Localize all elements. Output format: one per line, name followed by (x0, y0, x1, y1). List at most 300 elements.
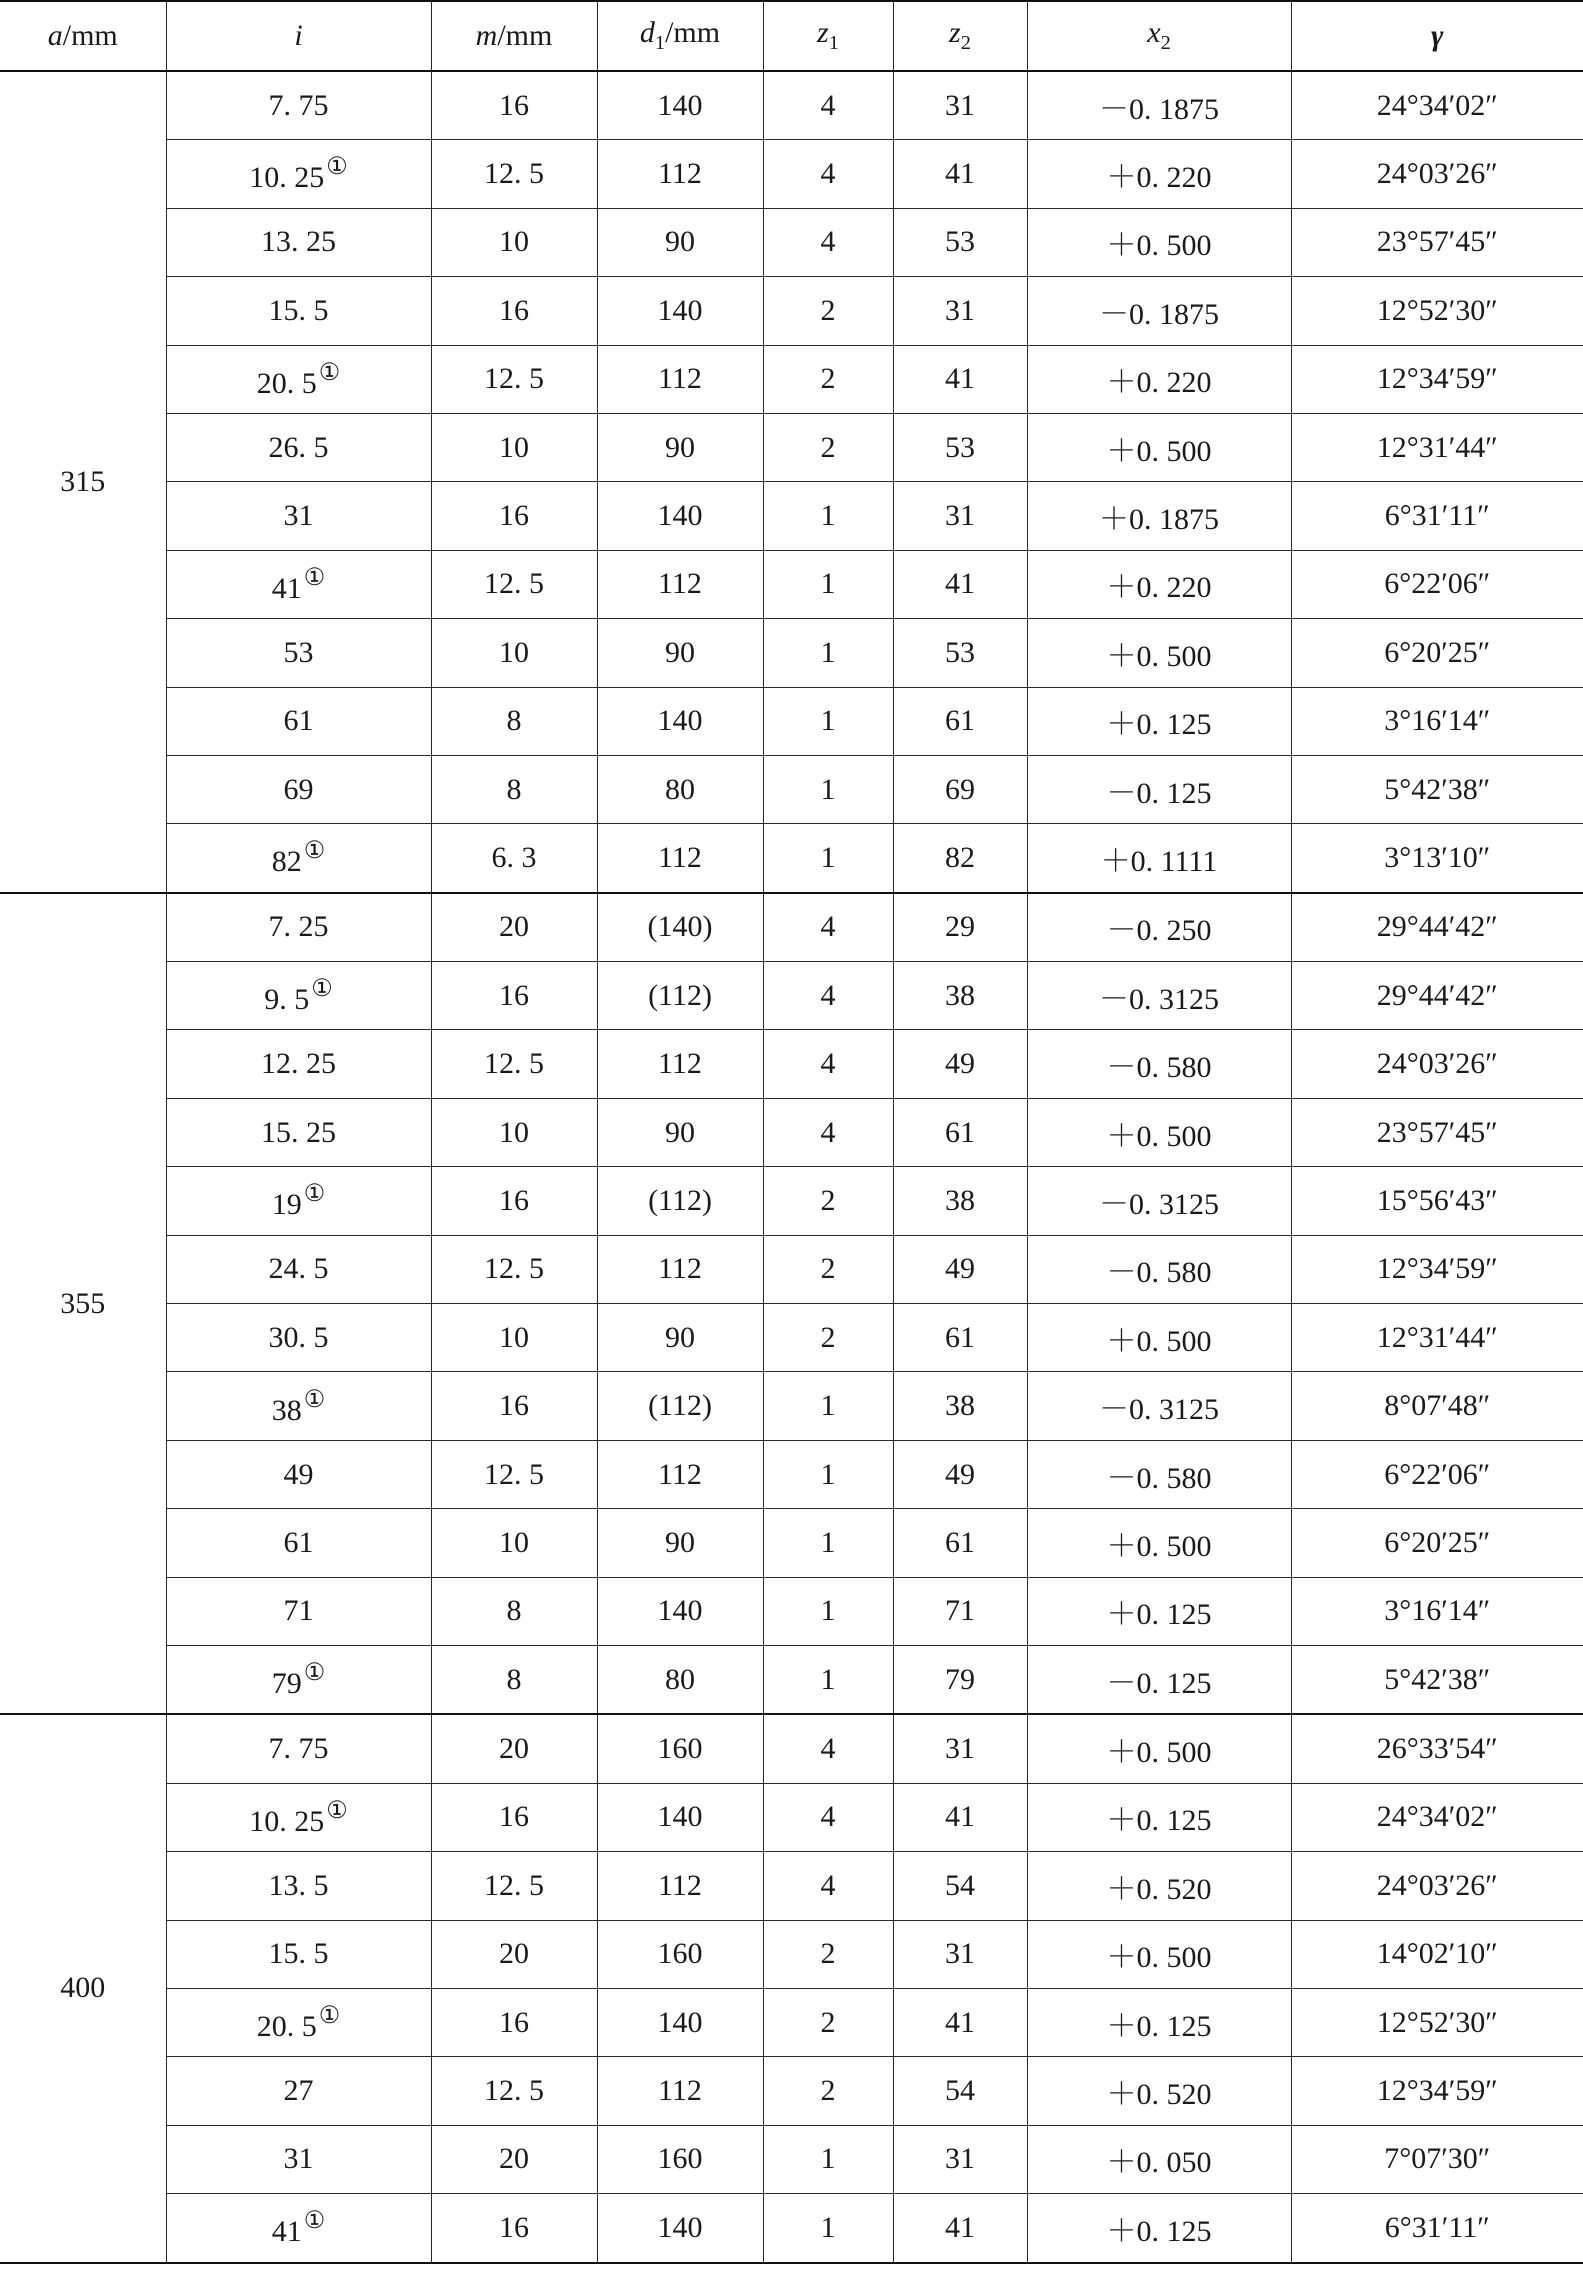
wheel-teeth-cell (893, 1577, 1027, 1645)
ratio-cell (166, 1852, 431, 1920)
table-row (0, 1167, 1583, 1235)
worm-starts-cell (763, 2125, 893, 2193)
lead-angle-value: 15°56′43″ (1376, 1183, 1498, 1217)
wheel-teeth-cell (893, 1098, 1027, 1166)
lead-angle-cell (1291, 2057, 1583, 2125)
ratio-cell (166, 1372, 431, 1440)
module-value: 12. 5 (484, 567, 544, 601)
pitch-diameter-value: 112 (658, 1252, 702, 1286)
pitch-diameter-value: (140) (647, 910, 713, 944)
lead-angle-cell (1291, 2194, 1583, 2263)
modification-coefficient-cell (1027, 1509, 1291, 1577)
modification-coefficient-value: ＋0. 050 (1106, 2146, 1212, 2180)
footnote-mark: ① (303, 1386, 326, 1413)
header-worm-starts: $z_1$ (763, 1, 893, 71)
wheel-teeth-cell (893, 208, 1027, 276)
ratio-value: 38 (271, 1393, 302, 1427)
modification-coefficient-value: ＋0. 500 (1106, 1941, 1212, 1975)
wheel-teeth-cell (893, 2057, 1027, 2125)
lead-angle-value: 6°31′11″ (1384, 2210, 1490, 2244)
wheel-teeth-value: 31 (945, 499, 975, 533)
module-cell (431, 1167, 597, 1235)
ratio-cell (166, 755, 431, 823)
lead-angle-value: 12°31′44″ (1376, 1320, 1498, 1354)
table-row (0, 1988, 1583, 2056)
lead-angle-value: 6°31′11″ (1384, 499, 1490, 533)
lead-angle-value: 6°20′25″ (1384, 1525, 1491, 1559)
module-value: 10 (499, 1320, 529, 1354)
module-cell (431, 2057, 597, 2125)
pitch-diameter-cell (597, 1988, 763, 2056)
wheel-teeth-cell (893, 1645, 1027, 1714)
worm-starts-cell (763, 893, 893, 962)
pitch-diameter-cell (597, 2194, 763, 2263)
lead-angle-value: 24°03′26″ (1376, 1868, 1498, 1902)
pitch-diameter-cell (597, 1167, 763, 1235)
pitch-diameter-value: 140 (657, 293, 703, 327)
pitch-diameter-value: 112 (658, 362, 702, 396)
module-value: 10 (499, 225, 529, 259)
modification-coefficient-cell (1027, 482, 1291, 550)
module-value: 20 (499, 2142, 529, 2176)
footnote-mark: ① (326, 1797, 348, 1824)
lead-angle-cell (1291, 1509, 1583, 1577)
module-cell (431, 71, 597, 140)
modification-coefficient-cell (1027, 1988, 1291, 2056)
wheel-teeth-value: 49 (945, 1047, 975, 1081)
modification-coefficient-cell (1027, 1645, 1291, 1714)
module-value: 8 (506, 1662, 522, 1696)
wheel-teeth-value: 61 (945, 1115, 975, 1149)
wheel-teeth-cell (893, 1509, 1027, 1577)
wheel-teeth-value: 41 (945, 362, 975, 396)
lead-angle-cell (1291, 71, 1583, 140)
pitch-diameter-value: 160 (657, 1732, 703, 1766)
table-row (0, 140, 1583, 208)
module-cell (431, 482, 597, 550)
lead-angle-value: 6°22′06″ (1384, 567, 1491, 601)
module-value: 12. 5 (484, 1252, 544, 1286)
module-value: 16 (499, 1389, 529, 1423)
modification-coefficient-cell (1027, 1783, 1291, 1851)
lead-angle-cell (1291, 140, 1583, 208)
wheel-teeth-value: 49 (945, 1252, 975, 1286)
wheel-teeth-cell (893, 893, 1027, 962)
modification-coefficient-cell (1027, 413, 1291, 481)
module-cell (431, 208, 597, 276)
modification-coefficient-value: ＋0. 125 (1106, 2214, 1212, 2248)
pitch-diameter-value: 80 (665, 772, 695, 806)
pitch-diameter-cell (597, 345, 763, 413)
worm-starts-cell (763, 1714, 893, 1783)
worm-starts-value: 2 (820, 1320, 836, 1354)
ratio-cell (166, 1167, 431, 1235)
wheel-teeth-cell (893, 824, 1027, 893)
ratio-value: 31 (283, 499, 314, 533)
module-value: 20 (499, 1937, 529, 1971)
modification-coefficient-cell (1027, 824, 1291, 893)
pitch-diameter-cell (597, 550, 763, 618)
header-modification-coefficient: $x_2$ (1027, 1, 1291, 71)
modification-coefficient-value: ＋0. 220 (1106, 161, 1212, 195)
modification-coefficient-cell (1027, 1372, 1291, 1440)
footnote-mark: ① (303, 1660, 326, 1687)
modification-coefficient-cell (1027, 1098, 1291, 1166)
lead-angle-cell (1291, 1988, 1583, 2056)
wheel-teeth-value: 41 (945, 567, 975, 601)
module-cell (431, 1304, 597, 1372)
wheel-teeth-value: 38 (945, 1389, 975, 1423)
module-value: 12. 5 (484, 362, 544, 396)
ratio-cell (166, 277, 431, 345)
lead-angle-value: 12°34′59″ (1376, 362, 1498, 396)
wheel-teeth-value: 31 (945, 1937, 975, 1971)
modification-coefficient-cell (1027, 345, 1291, 413)
ratio-value: 30. 5 (268, 1320, 329, 1354)
footnote-mark: ① (303, 1181, 326, 1208)
table-row (0, 1852, 1583, 1920)
worm-starts-cell (763, 413, 893, 481)
ratio-cell (166, 1098, 431, 1166)
worm-starts-cell (763, 619, 893, 687)
lead-angle-cell (1291, 962, 1583, 1030)
module-cell (431, 413, 597, 481)
worm-starts-cell (763, 687, 893, 755)
ratio-value: 13. 25 (261, 225, 336, 259)
ratio-value: 61 (283, 1525, 314, 1559)
ratio-value: 9. 5 (264, 983, 310, 1017)
modification-coefficient-value: ＋0. 520 (1106, 2078, 1212, 2112)
worm-starts-value: 1 (820, 1525, 836, 1559)
worm-starts-cell (763, 208, 893, 276)
worm-starts-value: 1 (820, 772, 836, 806)
lead-angle-cell (1291, 619, 1583, 687)
module-value: 10 (499, 1115, 529, 1149)
pitch-diameter-cell (597, 619, 763, 687)
table-row (0, 687, 1583, 755)
worm-starts-value: 4 (820, 1868, 836, 1902)
header-pitch-diameter: $d_1/mm$ (597, 1, 763, 71)
lead-angle-cell (1291, 824, 1583, 893)
table-row (0, 1440, 1583, 1508)
worm-starts-cell (763, 1440, 893, 1508)
worm-starts-value: 4 (820, 157, 836, 191)
ratio-value: 61 (283, 704, 314, 738)
worm-starts-cell (763, 140, 893, 208)
modification-coefficient-cell (1027, 1167, 1291, 1235)
lead-angle-value: 29°44′42″ (1376, 978, 1498, 1012)
worm-starts-value: 2 (820, 1183, 836, 1217)
lead-angle-value: 23°57′45″ (1376, 225, 1498, 259)
module-cell (431, 345, 597, 413)
center-distance-cell: 315 (0, 71, 166, 893)
lead-angle-cell (1291, 1440, 1583, 1508)
pitch-diameter-cell (597, 962, 763, 1030)
table-row (0, 1645, 1583, 1714)
pitch-diameter-cell (597, 1783, 763, 1851)
worm-starts-value: 2 (820, 1937, 836, 1971)
ratio-cell (166, 824, 431, 893)
table-row (0, 962, 1583, 1030)
pitch-diameter-cell (597, 687, 763, 755)
table-body (0, 71, 1583, 2263)
pitch-diameter-cell (597, 71, 763, 140)
module-cell (431, 140, 597, 208)
module-cell (431, 619, 597, 687)
lead-angle-value: 7°07′30″ (1384, 2142, 1491, 2176)
worm-starts-cell (763, 1509, 893, 1577)
pitch-diameter-cell (597, 277, 763, 345)
module-value: 16 (499, 1183, 529, 1217)
lead-angle-value: 24°34′02″ (1376, 88, 1498, 122)
ratio-value: 19 (271, 1188, 302, 1222)
lead-angle-cell (1291, 1645, 1583, 1714)
pitch-diameter-value: 90 (665, 430, 695, 464)
modification-coefficient-value: －0. 3125 (1099, 1187, 1219, 1221)
worm-starts-cell (763, 1645, 893, 1714)
table-row (0, 482, 1583, 550)
module-value: 10 (499, 1525, 529, 1559)
lead-angle-value: 12°34′59″ (1376, 2074, 1498, 2108)
lead-angle-cell (1291, 755, 1583, 823)
pitch-diameter-value: 80 (665, 1662, 695, 1696)
modification-coefficient-value: －0. 1875 (1099, 92, 1219, 126)
modification-coefficient-value: ＋0. 500 (1106, 229, 1212, 263)
lead-angle-value: 24°03′26″ (1376, 1047, 1498, 1081)
worm-starts-value: 1 (820, 1389, 836, 1423)
footnote-mark: ① (311, 976, 333, 1003)
pitch-diameter-cell (597, 2057, 763, 2125)
worm-starts-value: 4 (820, 225, 836, 259)
pitch-diameter-value: 90 (665, 1115, 695, 1149)
module-value: 6. 3 (491, 840, 537, 874)
ratio-cell (166, 482, 431, 550)
worm-starts-value: 2 (820, 2005, 836, 2039)
wheel-teeth-value: 38 (945, 978, 975, 1012)
wheel-teeth-cell (893, 345, 1027, 413)
pitch-diameter-cell (597, 1577, 763, 1645)
worm-starts-cell (763, 2057, 893, 2125)
table-row (0, 755, 1583, 823)
wheel-teeth-value: 41 (945, 157, 975, 191)
modification-coefficient-cell (1027, 1440, 1291, 1508)
module-value: 8 (506, 1594, 522, 1628)
worm-starts-value: 1 (820, 2210, 836, 2244)
pitch-diameter-value: 112 (658, 1047, 702, 1081)
ratio-value: 20. 5 (256, 2010, 317, 2044)
wheel-teeth-cell (893, 71, 1027, 140)
ratio-value: 49 (283, 1457, 314, 1491)
lead-angle-cell (1291, 1098, 1583, 1166)
ratio-cell (166, 1304, 431, 1372)
table-row (0, 1577, 1583, 1645)
modification-coefficient-cell (1027, 2125, 1291, 2193)
modification-coefficient-value: －0. 580 (1106, 1461, 1212, 1495)
worm-starts-cell (763, 1783, 893, 1851)
modification-coefficient-cell (1027, 208, 1291, 276)
worm-starts-value: 4 (820, 1732, 836, 1766)
ratio-cell (166, 619, 431, 687)
wheel-teeth-value: 61 (945, 1320, 975, 1354)
wheel-teeth-value: 61 (945, 704, 975, 738)
module-value: 12. 5 (484, 157, 544, 191)
table-row (0, 345, 1583, 413)
footnote-mark: ① (318, 2003, 341, 2030)
ratio-value: 24. 5 (268, 1252, 329, 1286)
ratio-cell (166, 2057, 431, 2125)
ratio-cell (166, 1645, 431, 1714)
modification-coefficient-cell (1027, 277, 1291, 345)
module-value: 12. 5 (484, 1047, 544, 1081)
worm-starts-cell (763, 1920, 893, 1988)
ratio-value: 12. 25 (261, 1047, 336, 1081)
wheel-teeth-cell (893, 1920, 1027, 1988)
worm-starts-cell (763, 1235, 893, 1303)
header-ratio: i (166, 1, 431, 71)
modification-coefficient-value: ＋0. 125 (1106, 1598, 1212, 1632)
pitch-diameter-cell (597, 1030, 763, 1098)
worm-starts-cell (763, 824, 893, 893)
modification-coefficient-cell (1027, 1920, 1291, 1988)
worm-starts-value: 1 (820, 635, 836, 669)
worm-starts-cell (763, 345, 893, 413)
ratio-value: 82 (271, 845, 302, 879)
module-cell (431, 1920, 597, 1988)
worm-starts-cell (763, 1098, 893, 1166)
module-cell (431, 962, 597, 1030)
modification-coefficient-value: －0. 125 (1106, 776, 1212, 810)
worm-starts-cell (763, 1988, 893, 2056)
lead-angle-value: 23°57′45″ (1376, 1115, 1498, 1149)
lead-angle-cell (1291, 1783, 1583, 1851)
worm-starts-value: 1 (820, 1662, 836, 1696)
wheel-teeth-value: 31 (945, 293, 975, 327)
lead-angle-cell (1291, 482, 1583, 550)
table-row (0, 619, 1583, 687)
worm-starts-value: 1 (820, 1594, 836, 1628)
ratio-cell (166, 2194, 431, 2263)
wheel-teeth-value: 41 (945, 2210, 975, 2244)
worm-starts-value: 2 (820, 1252, 836, 1286)
modification-coefficient-cell (1027, 1304, 1291, 1372)
pitch-diameter-value: 112 (658, 157, 702, 191)
footnote-mark: ① (326, 154, 348, 181)
module-value: 16 (499, 2210, 529, 2244)
modification-coefficient-value: －0. 580 (1106, 1256, 1212, 1290)
lead-angle-cell (1291, 2125, 1583, 2193)
module-cell (431, 1440, 597, 1508)
pitch-diameter-value: 112 (658, 2074, 702, 2108)
worm-starts-cell (763, 1167, 893, 1235)
wheel-teeth-value: 54 (945, 1868, 975, 1902)
pitch-diameter-cell (597, 755, 763, 823)
module-value: 10 (499, 430, 529, 464)
table-row (0, 277, 1583, 345)
worm-starts-cell (763, 2194, 893, 2263)
module-cell (431, 1577, 597, 1645)
lead-angle-value: 3°16′14″ (1384, 704, 1491, 738)
wheel-teeth-value: 41 (945, 2005, 975, 2039)
modification-coefficient-cell (1027, 619, 1291, 687)
modification-coefficient-cell (1027, 1714, 1291, 1783)
wheel-teeth-value: 82 (945, 840, 975, 874)
center-distance-cell: 355 (0, 893, 166, 1715)
lead-angle-cell (1291, 1920, 1583, 1988)
pitch-diameter-cell (597, 208, 763, 276)
wheel-teeth-cell (893, 1714, 1027, 1783)
wheel-teeth-cell (893, 1167, 1027, 1235)
wheel-teeth-value: 41 (945, 1800, 975, 1834)
wheel-teeth-cell (893, 2125, 1027, 2193)
wheel-teeth-value: 71 (945, 1594, 975, 1628)
pitch-diameter-cell (597, 413, 763, 481)
lead-angle-value: 6°22′06″ (1384, 1457, 1491, 1491)
lead-angle-cell (1291, 1852, 1583, 1920)
pitch-diameter-value: 112 (658, 567, 702, 601)
lead-angle-value: 3°16′14″ (1384, 1594, 1491, 1628)
table-row (0, 1920, 1583, 1988)
header-wheel-teeth: $z_2$ (893, 1, 1027, 71)
table-row (0, 824, 1583, 893)
lead-angle-value: 12°34′59″ (1376, 1252, 1498, 1286)
ratio-value: 69 (283, 772, 314, 806)
module-value: 16 (499, 1800, 529, 1834)
worm-starts-value: 4 (820, 910, 836, 944)
pitch-diameter-cell (597, 893, 763, 962)
wheel-teeth-cell (893, 687, 1027, 755)
module-value: 16 (499, 88, 529, 122)
module-cell (431, 2125, 597, 2193)
worm-starts-cell (763, 1030, 893, 1098)
modification-coefficient-cell (1027, 1852, 1291, 1920)
module-value: 12. 5 (484, 2074, 544, 2108)
ratio-cell (166, 140, 431, 208)
modification-coefficient-value: ＋0. 500 (1106, 1324, 1212, 1358)
wheel-teeth-cell (893, 1372, 1027, 1440)
worm-starts-value: 4 (820, 1047, 836, 1081)
lead-angle-cell (1291, 1577, 1583, 1645)
worm-starts-value: 1 (820, 840, 836, 874)
ratio-value: 15. 5 (268, 293, 329, 327)
module-value: 16 (499, 293, 529, 327)
modification-coefficient-value: ＋0. 500 (1106, 639, 1212, 673)
lead-angle-value: 29°44′42″ (1376, 910, 1498, 944)
lead-angle-cell (1291, 1714, 1583, 1783)
wheel-teeth-cell (893, 1030, 1027, 1098)
wheel-teeth-cell (893, 550, 1027, 618)
wheel-teeth-cell (893, 2194, 1027, 2263)
pitch-diameter-cell (597, 1645, 763, 1714)
table-row (0, 208, 1583, 276)
lead-angle-value: 12°52′30″ (1376, 293, 1498, 327)
modification-coefficient-cell (1027, 2057, 1291, 2125)
modification-coefficient-value: －0. 3125 (1099, 1393, 1219, 1427)
ratio-cell (166, 345, 431, 413)
pitch-diameter-value: 112 (658, 1457, 702, 1491)
footnote-mark: ① (318, 359, 341, 386)
ratio-value: 15. 25 (261, 1115, 336, 1149)
module-cell (431, 1098, 597, 1166)
pitch-diameter-cell (597, 1235, 763, 1303)
module-value: 12. 5 (484, 1457, 544, 1491)
table-row (0, 1235, 1583, 1303)
lead-angle-cell (1291, 1235, 1583, 1303)
module-cell (431, 893, 597, 962)
module-cell (431, 1645, 597, 1714)
ratio-value: 20. 5 (256, 366, 317, 400)
module-cell (431, 1030, 597, 1098)
wheel-teeth-cell (893, 1988, 1027, 2056)
